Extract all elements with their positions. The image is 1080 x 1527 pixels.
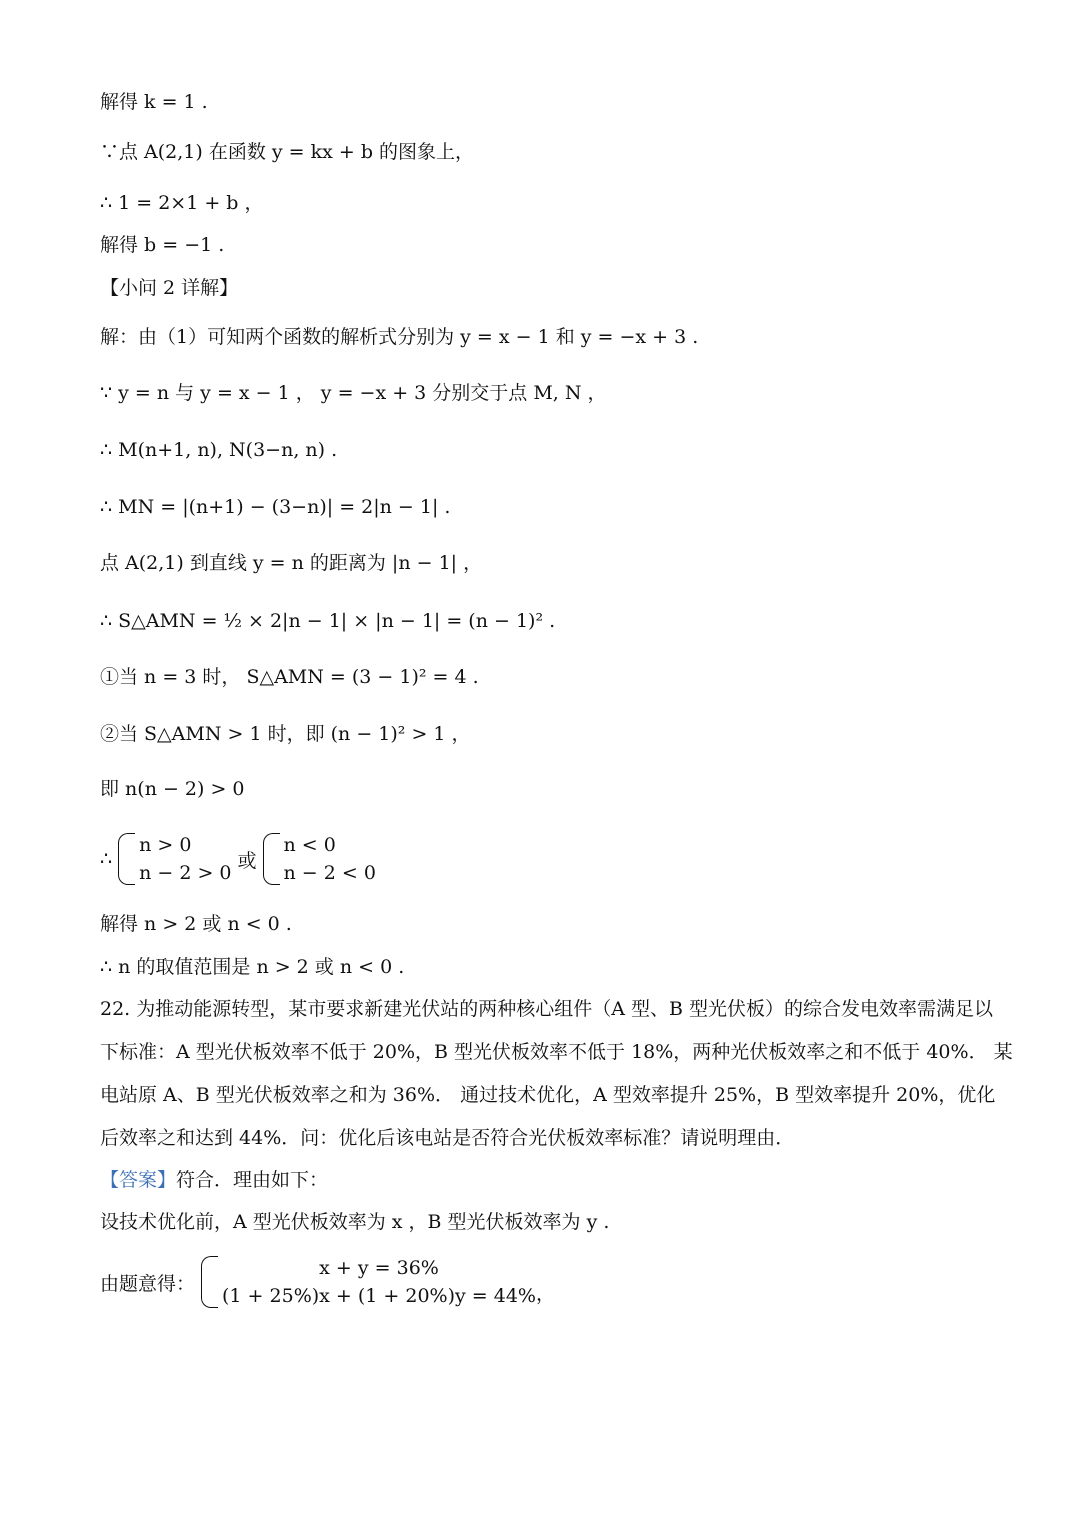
case-system-1	[139, 831, 231, 887]
part2-line-area: ∴ S△AMN = ½ × 2|n − 1| × |n − 1| = (n − 1)² .	[100, 610, 556, 632]
system-label: 由题意得：	[100, 1272, 196, 1295]
question-22-line-3: 电站原 A、B 型光伏板效率之和为 36%． 通过技术优化，A 型效率提升 25%，B 型效率提升 20%，优化	[100, 1084, 996, 1106]
answer-text: 符合．理由如下：	[176, 1169, 329, 1191]
part2-line-case2: ②当 S△AMN > 1 时，即 (n − 1)² > 1 ，	[100, 723, 471, 745]
part2-line-distance: 点 A(2,1) 到直线 y = n 的距离为 |n − 1| ，	[100, 552, 483, 574]
left-brace	[263, 833, 280, 885]
question-22-line-1: 22. 为推动能源转型，某市要求新建光伏站的两种核心组件（A 型、B 型光伏板）的综合发电效率需满足以	[100, 998, 994, 1020]
equation-1: x + y = 36%	[319, 1257, 439, 1279]
case-system-2	[284, 831, 376, 887]
answer-setup-line: 设技术优化前，A 型光伏板效率为 x ，B 型光伏板效率为 y .	[100, 1211, 610, 1233]
part2-line-case1: ①当 n = 3 时， S△AMN = (3 − 1)² = 4 .	[100, 666, 479, 688]
case2-bottom: n − 2 < 0	[283, 862, 376, 884]
equation-stack	[222, 1254, 536, 1310]
part2-heading: 【小问 2 详解】	[100, 277, 239, 299]
part2-line-inequality: 即 n(n − 2) > 0	[100, 778, 245, 800]
inequality-system	[100, 831, 376, 887]
solution-line-b: 解得 b = −1 .	[100, 234, 225, 256]
part2-line-functions: 解：由（1）可知两个函数的解析式分别为 y = x − 1 和 y = −x + 3 .	[100, 326, 699, 348]
case2-top: n < 0	[283, 834, 336, 856]
question-22-line-4: 后效率之和达到 44%．问：优化后该电站是否符合光伏板效率标准？请说明理由．	[100, 1127, 795, 1149]
left-brace	[201, 1256, 218, 1308]
equation-system	[100, 1254, 555, 1310]
therefore-symbol: ∴	[100, 848, 113, 870]
equation-comma: ，	[535, 1283, 555, 1305]
part2-line-intersections: ∵ y = n 与 y = x − 1 ， y = −x + 3 分别交于点 M, N ，	[100, 382, 607, 404]
case1-bottom: n − 2 > 0	[139, 862, 232, 884]
part2-line-range: ∴ n 的取值范围是 n > 2 或 n < 0 .	[100, 956, 405, 978]
part2-line-mn-length: ∴ MN = |(n+1) − (3−n)| = 2|n − 1| .	[100, 496, 451, 518]
solution-line-substitute: ∴ 1 = 2×1 + b ，	[100, 192, 264, 214]
equation-2: (1 + 25%)x + (1 + 20%)y = 44%	[222, 1285, 536, 1307]
answer-line	[100, 1166, 328, 1194]
part2-line-points-mn: ∴ M(n+1, n), N(3−n, n) .	[100, 439, 338, 461]
part2-line-solve: 解得 n > 2 或 n < 0 .	[100, 913, 292, 935]
solution-line-point-a: ∵点 A(2,1) 在函数 y = kx + b 的图象上，	[100, 141, 475, 163]
answer-tag: 【答案】	[100, 1169, 177, 1191]
question-22	[100, 988, 1013, 1160]
or-word: 或	[237, 849, 257, 872]
solution-line-k: 解得 k = 1 .	[100, 91, 208, 113]
question-22-line-2: 下标准：A 型光伏板效率不低于 20%，B 型光伏板效率不低于 18%，两种光伏板效率之和不低于 40%． 某	[100, 1041, 1013, 1063]
case1-top: n > 0	[139, 834, 192, 856]
left-brace	[118, 833, 135, 885]
